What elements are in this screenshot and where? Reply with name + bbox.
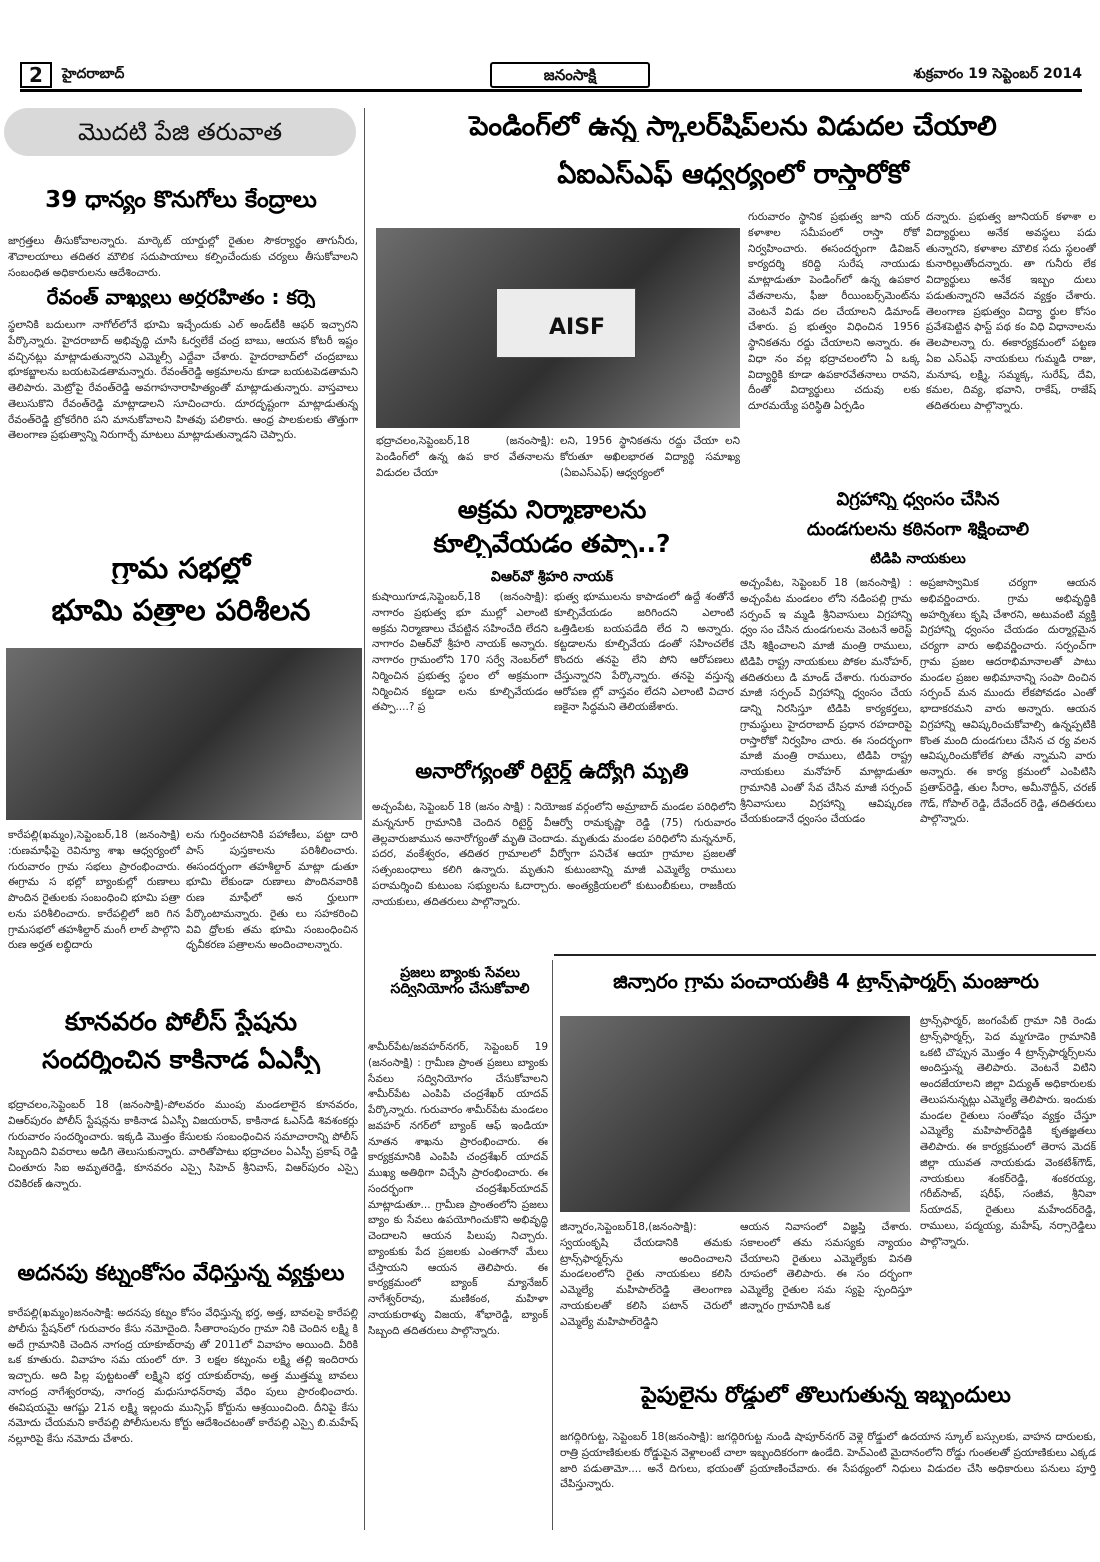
story-9-headline: ప్రజలు బ్యాంకు సేవలు సద్వినియోగం చేసుకోవాలి: [390, 966, 530, 997]
story-3-photo: [6, 648, 362, 820]
masthead-logo: [490, 62, 650, 88]
story-10-col-3: ట్రాన్స్‌ఫార్మర్, జంగంపేట్ గ్రామా నికి రెండు ట్రాన్స్‌ఫార్మర్స్, పెద మ్మగూడెం గ్రామానికి ఒకటి చొప్పున మొత్తం 4 ట్రాన్స్‌ఫార్మర్స్‌లను అందిస్తున్న తెలిపారు. వెంటనే విటిని అందజేయాలని జిల్లా విద్యుత్ అధికారులకు తెలుపనున్నట్లు ఎమ్మెల్యే తెలిపారు. ఇందుకు మండల రైతులు సంతోషం వ్యక్తం చేస్తూ ఎమ్మెల్యే మహిపాల్‌రెడ్డికి కృతజ్ఞతలు తెలిపారు. ఈ కార్యక్రమంలో తెరాస మెదక్ జిల్లా యువత నాయకుడు వెంకటేశ్‌గౌడ్, నాయకులు శంకర్‌రెడ్డి, శంకరయ్య, గరీబ్‌సాబ్, షరీఫ్, సంజీవ, శ్రీనివా స్‌యాదవ్, రైతులు మహేందర్‌రెడ్డి, రాములు, పద్మయ్య, మహేష్, నర్సారెడ్డిలు పాల్గొన్నారు.: [920, 1015, 1096, 1248]
story-3-col-2: లను గుర్తించటానికి పహాణీలు, పట్టా దారి పాస్ పుస్తకాలను పరిశీలించారు. ఈసందర్భంగా తహశీల్దార్ మాట్లా డుతూ భూమి లేకుండా రుణాలు పొందినవారికి రుణ మాఫీలో అన ర్హులుగా పేర్కొంటామన్నారు. రైతు లు సహకరించి వివి ధ్రోలకు తమ భూమి సంబంధించిన ధృవీకరణ పత్రాలను అందించాలన్నారు.: [186, 829, 358, 952]
masthead-title: జనంసాక్షి: [543, 66, 597, 84]
story-10-col-2: ఆయన నివాసంలో విజ్ఞప్తి చేశారు. సకాలంలో తమ సమస్యకు న్యాయం చేయాలని రైతులు ఎమ్మెల్యేకు వినతి రూపంలో తెలిపారు. ఈ సం దర్భంగా ఎమ్మెల్యే రైతుల సమ స్యపై స్పందిస్తూ జిన్నారం గ్రామానికి ఒక: [740, 1221, 912, 1312]
story-7-col-1: అచ్చంపేట, సెప్టెంబర్ 18 (జనంసాక్షి) : అచ్చంపేట మండలం లోని నడింపల్లి గ్రామ సర్పంచ్ ఇ మ్మడి శ్రీనివాసులు విగ్రహాన్ని ధ్వం సం చేసిన దుండగులను వెంటనే అరెస్ట్ చేసి శిక్షించాలని మాజీ మంత్రి రాములు, టిడిపి రాష్ట్ర నాయకులు పోకల మనోహర్, తదితరులు డి మాండ్ చేశారు. గురువారం మాజీ సర్పంచ్ విగ్రహాన్ని ధ్వంసం చేయ డాన్ని నిరసిస్తూ టిడిపి కార్యకర్తలు, గ్రామస్థులు హైదరాబాద్ ప్రధాన రహదారిపై రాస్తారోకో నిర్వహిం చారు. ఈ సందర్భంగా మాజీ మంత్రి రాములు, టిడిపి రాష్ట్ర నాయకులు మనోహర్ మాట్లాడుతూ గ్రామానికి ఎంతో సేవ చేసిన మాజీ సర్పంచ్ శ్రీనివాసులు విగ్రహాన్ని ఆవిష్కరణ చేయకుండానే ధ్వంసం చేయడం: [740, 577, 912, 826]
section-banner-title: మొదటి పేజి తరువాత: [77, 118, 283, 146]
story-9-body: శామీర్‌పేట/జవహర్‌నగర్, సెప్టెంబర్ 19 (జనంసాక్షి) : గ్రామీణ ప్రాంత ప్రజలు బ్యాంకు సేవలు సద్వినియోగం చేసుకోవాలని శామీర్‌పేట ఎంపిపి చంద్రశేఖర్ యాదవ్ పేర్కొన్నారు. గురువారం శామీర్‌పేట మండలం జవహర్ నగర్‌లో బ్యాంక్ ఆఫ్ ఇండియా నూతన శాఖను ప్రారంభించారు. ఈ కార్యక్రమానికి ఎంపిపి చంద్రశేఖర్ యాదవ్ ముఖ్య అతిథిగా విచ్చేసి ప్రారంభించారు. ఈ సందర్భంగా చంద్రశేఖర్‌యాదవ్ మాట్లాడుతూ... గ్రామీణ ప్రాంతంలోని ప్రజలు బ్యాం కు సేవలు ఉపయోగించుకొని అభివృద్ధి చెందాలని ఆయన పిలుపు నిచ్చారు. బ్యాంకుకు పేద ప్రజలకు ఎంతగానో మేలు చేస్తాయని ఆయన తెలిపారు. ఈ కార్యక్రమంలో బ్యాంక్ మ్యానేజర్ నాగేశ్వర్‌రావు, మణికంఠ, మహిళా నాయకురాళ్ళు విజయ, శోభారెడ్డి, బ్యాంక్ సిబ్బంది తదితరులు పాల్గొన్నారు.: [368, 1041, 548, 1337]
column-rule: [364, 108, 365, 1530]
story-3-col-1: కారేపల్లి(ఖమ్మం),సెప్టెంబర్,18 (జనంసాక్షి) :రుణమాఫీపై రెవిన్యూ శాఖ ఆధ్వర్యంలో గురువారం గ్రామ సభలు ప్రారంభించారు. ఈగ్రామ స భల్లో బ్యాంకుల్లో రుణాలు పొందిన రైతులకు సంబంధించి భూమి పత్రా లను పరిశీలించారు. కారేపల్లిలో జరి గిన గ్రామసభలో తహశీల్దార్ మంగీ లాల్ పాల్గొని రుణ అర్హత లబ్ధిదారు: [8, 829, 180, 952]
story-6-headline-2: కూల్చివేయడం తప్పా..?: [433, 530, 671, 558]
story-10-photo: [560, 1016, 910, 1212]
story-5-headline: అదనపు కట్నంకోసం వేధిస్తున్న వ్యక్తులు: [17, 1262, 345, 1286]
lead-col-3: గురువారం స్థానిక ప్రభుత్వ జూని యర్ కళాశాల సమీపంలో రాస్తా రోకో నిర్వహించారు. ఈసందర్భంగా డివిజన్ కార్యదర్శి కరిద్ది సురేష నాయుడు మాట్లాడుతూ పెండింగ్‌లో ఉన్న ఉపకార వేతనాలను, ఫీజు రీయింబర్స్‌మెంట్‌ను వెంటనే విడు దల చేయాలని డిమాండ్ చేశారు. ప్ర భుత్వం విధించిన 1956 స్థానికతను రద్దు చేయాలని అన్నారు. ఈ విధా నం వల్ల భద్రాచలంలోని ఏ ఒక్క విద్యార్థికి కూడా ఉపకారవేతనాలు రావని, దీంతో విద్యార్థులు చదువు లకు దూరమయ్యే పరిస్థితి ఏర్పడిం: [748, 211, 920, 412]
story-8-headline: అనారోగ్యంతో రిటైర్డ్ ఉద్యోగి మృతి: [415, 760, 689, 783]
page-number: 2: [20, 62, 52, 88]
story-1-headline: 39 ధాన్యం కొనుగోలు కేంద్రాలు: [45, 188, 317, 213]
story-11-body: జగద్గిరిగుట్ట, సెప్టెంబర్ 18(జనంసాక్షి): జగద్గిరిగుట్ట నుండి షాపూర్‌నగర్ వెళ్లె రోడ్డులో ఉదయాన స్కూల్ బస్సులకు, వాహన దారులకు, రాత్రి ప్రయాణికులకు రోడ్డుపైన వెళ్లాలంటే చాలా ఇబ్బందికరంగా ఉండేది. హెచ్ఎంటి మైదానంలోని రోడ్డు గుంతలతో ప్రయాణికులు ఎక్కడ జారి పడుతామో.... అనే దిగులు, భయంతో ప్రయాణించేవారు. ఈ సేపథ్యంలో నిధులు విడుదల చేసి అధికారులు పనులు పూర్తి చేపిస్తున్నారు.: [560, 1431, 1096, 1491]
story-6-col-1: కుషాయిగూడ,సెప్టెంబర్,18 (జనంసాక్షి): నాగారం ప్రభుత్వ భూ ముల్లో ఎలాంటి అక్రమ నిర్మాణాలు చేపట్టిన సహించేది లేదని నాగారం విఆర్‌వో శ్రీహరి నాయక్ అన్నారు. నాగారం గ్రామంలోని 170 సర్వే నెంబర్‌లో నిర్మించిన ప్రభుత్వ స్థలం లో అక్రమంగా నిర్మించిన కట్టడా లను కూల్చివేయడం తప్పా....? ప్ర: [372, 591, 548, 714]
lead-col-4: దన్నారు. ప్రభుత్వ జూనియర్ కళాశా ల విద్యార్థులు అనేక అవస్థలు పడు తున్నారని, కళాశాల మౌలిక సదు స్థలంతో కునారిల్లుతోందన్నారు. తా గునీరు లేక విద్యార్థులు అనేక ఇబ్బం దులు పడుతున్నారని ఆవేదన వ్యక్తం చేశారు. తెలంగాణ ప్రభుత్వం విద్యా ర్థుల కోసం ప్రవేశపెట్టిన ఫాస్ట్ పథ కం విధి విధానాలను తెలపాలన్నా రు. ఈకార్యక్రమంలో పట్టణ ఏఐ ఎస్‌ఎఫ్ నాయకులు గుమ్మడి రాజు, మనూష, లక్ష్మి, సమ్మక్క, సురేష్, దేవి, కమల, దివ్య, భవాని, రాకేష్, రాజేష్ తదితరులు పాల్గొన్నారు.: [926, 211, 1096, 412]
story-4-headline-2: సందర్శించిన కాకినాడ ఏఎస్పీ: [42, 1046, 320, 1074]
header-rule: [20, 89, 1082, 92]
section-banner: [4, 108, 356, 156]
story-6-subhead: విఆర్‌వో శ్రీహరి నాయక్: [490, 570, 614, 585]
header-date: శుక్రవారం 19 సెప్టెంబర్ 2014: [913, 66, 1082, 82]
story-6-headline-1: అక్రమ నిర్మాణాలను: [457, 496, 647, 524]
lead-col-2: లని, 1956 స్థానికతను రద్దు చేయా లని కోరుతూ అఖిలభారత విద్యార్థి సమాఖ్య (ఏఐఎస్‌ఎఫ్) ఆధ్వర్యంలో: [560, 435, 740, 479]
story-7-headline-1: విగ్రహాన్ని ధ్వంసం చేసిన: [836, 490, 1000, 510]
story-7-col-2: అప్రజాస్వామిక చర్యగా ఆయన అభివర్ణించారు. గ్రామ అభివృద్ధికి అహర్నిశలు కృషి చేశారని, అటువంటి వ్యక్తి విగ్రహాన్ని ధ్వంసం చేయడం దుర్మార్గమైన చర్యగా వారు అభివర్ణించారు. సర్పంచ్‌గా గ్రామ ప్రజల ఆదరాభిమానాలతో పాటు మండల ప్రజల అభిమానాన్ని సంపా దించిన సర్పంచ్ మన ముందు లేకపోవడం ఎంతో భాదాకరమని వారు అన్నారు. ఆయన విగ్రహాన్ని ఆవిష్కరించుకోవాల్సి ఉన్నప్పటికి కొంత మంది దుండగులు చేసిన చ ర్య వలన ఆవిష్కరించుకోలేక పోతు న్నామని వారు అన్నారు. ఈ కార్య క్రమంలో ఎంపిటిసి ప్రతాప్‌రెడ్డి, తుల సీరాం, అమీనొద్దీన్, చరణ్ గౌడ్, గోపాల్ రెడ్డి, దేవేందర్ రెడ్డి, తదితరులు పాల్గొన్నారు.: [920, 577, 1096, 826]
lead-photo: [376, 228, 740, 428]
header-city: హైదరాబాద్: [62, 66, 125, 82]
story-7-subhead: టిడిపి నాయకులు: [870, 552, 966, 567]
lead-headline-1: పెండింగ్‌లో ఉన్న స్కాలర్‌షిప్‌లను విడుదల చేయాలి: [469, 112, 997, 142]
story-7-headline-2: దుండగులను కఠినంగా శిక్షించాలి: [806, 520, 1030, 540]
story-3-headline-1: గ్రామ సభల్లో: [111, 552, 251, 585]
story-8-body: అచ్చంపేట, సెప్టెంబర్ 18 (జనం సాక్షి) : నియోజక వర్గంలోని అమ్రాబాద్ మండల పరిధిలోని మన్ననూర్ గ్రామానికి చెందిన రిటైర్డ్ వీఆర్వో రామకృష్ణా రెడ్డి (75) గురువారం తెల్లవారుజామున అనారోగ్యంతో మృతి చెందాడు. మృతుడు మండల పరిధిలోని మన్ననూర్, పదర, వంకేశ్వరం, తదితర గ్రామాలలో వీర్వోగా పనిచేశ ఆయా గ్రామాల ప్రజలతో సత్సంబంధాలు కలిగి ఉన్నారు. మృతుని కుటుంబాన్ని మాజీ ఎమ్మెల్యే రాములు పరామర్శించి కుటుంబ సభ్యులను ఓదార్చారు. అంత్యక్రియలలో కుటుంబీకులు, రాజకీయ నాయకులు, తదితరులు పాల్గొన్నారు.: [372, 801, 736, 908]
story-10-headline: జిన్నారం గ్రామ పంచాయతీకి 4 ట్రాన్స్‌ఫార్మర్స్ మంజూరు: [613, 970, 1039, 993]
story-6-col-2: భుత్వ భూములను కాపాడంలో ఉద్దే శంతోనే కూల్చివేయడం జరిగిందని ఎలాంటి ఒత్తిడిలకు బయపడేది లేద ని అన్నారు. కట్టడాలను కూల్చివేయ డంతో సహించలేక కొందరు తనపై లేని పోని ఆరోపణలు చేస్తున్నారని పేర్కొన్నారు. తనపై వస్తున్న ఆరోపణ ల్లో వాస్తవం లేదని ఎలాంటి విచార ణకైనా సిద్ధమని తెలియజేశారు.: [554, 591, 734, 714]
story-11-headline: పైపులైను రోడ్డులో తొలుగుతున్న ఇబ్బందులు: [641, 1384, 1011, 1408]
lead-photo-banner-text: AISF: [549, 315, 606, 340]
story-5-body: కారేపల్లి(ఖమ్మం)జనంసాక్షి: అదనపు కట్నం కోసం వేధిస్తున్న భర్త, అత్త, బావలపై కారేపల్లి పోలీసు స్టేషన్‌లో గురువారం కేసు నమోదైంది. సీతారాంపురం గ్రామా నికి చెందిన లక్ష్మి కి అదే గ్రామానికి చెందిన నాగంద్ర యాకూబ్‌రావు తో 2011లో వివాహం అయింది. వీరికి ఒక కూతురు. వివాహం సమ యంలో రూ. 3 లక్షల కట్నంను లక్ష్మి తల్లి ఇందిరారు ఇచ్చారు. అది పిల్ల పుట్టటంతో లక్ష్మిని భర్త యాకుబ్‌రావు, అత్త ముత్తమ్మ బావలు నాగంద్ర నాగేశ్వరరావు, నాగంద్ర మధుసూధన్‌రావు వేధిం పులు ప్రారంభించారు. ఈవిషయమై ఆగష్టు 21న లక్ష్మి ఇల్లందు మున్సిఫ్ కోర్టును ఆశ్రయించింది. దీనిపై కేసు నమోదు చేయమని కారేపల్లి పోలీసులను కోర్టు ఆదేశించటంతో కారేపల్లి ఎస్సై బి.మహేష్ నల్లూరిపై కేసు నమోదు చేశారు.: [8, 1307, 358, 1445]
story-3-headline-2: భూమి పత్రాల పరిశీలన: [51, 594, 311, 627]
story-4-body: భద్రాచలం,సెప్టెంబర్ 18 (జనంసాక్షి)-పోలవరం ముంపు మండలాలైన కూనవరం, విఆర్‌పురం పోలీస్ స్టేషన్లను కాకినాడ ఏఎస్పీ విజయరావ్, కాకినాడ ఓఎస్‌డి శివశంకర్లు గురువారం సందర్శించారు. ఇక్కడి మొత్తం కేసులకు సంబంధించిన సమాచారాన్ని పోలీస్ సిబ్బందిని వివరాలు అడిగి తెలుసుకున్నారు. వారితోపాటు భద్రాచలం ఏఎస్పీ ప్రకాష్ రెడ్డి చింతూరు సిఐ అమృతరెడ్డి, కూనవరం ఎస్సై సిహెచ్ శ్రీనివాస్, విఆర్‌పురం ఎస్సై రవికిరణ్ ఉన్నారు.: [8, 1099, 358, 1190]
section-divider: [554, 954, 1096, 956]
lead-photo-banner: [496, 288, 636, 358]
story-1-body: జాగ్రత్తలు తీసుకోవాలన్నారు. మార్కెట్ యార్డుల్లో రైతుల సౌకర్యార్థం తాగునీరు, శౌచాలయాలు తదితర మౌలిక సదుపాయాలు కల్పించేందుకు చర్యలు తీసుకోవాలని సంబంధిత అధికారులను ఆదేశించారు.: [8, 235, 358, 279]
story-10-col-1: జిన్నారం,సెప్టెంబర్18,(జనంసాక్షి): స్వయంకృషి చేయడానికి తమకు ట్రాన్స్‌ఫార్మర్స్‌ను అందించాలని మండలంలోని రైతు నాయకులు కలిసి ఎమ్మెల్యే మహిపాల్‌రెడ్డి తెలంగాణ నాయకులతో కలిసి పటాన్ చెరులో ఎమ్మెల్యే మహిపాల్‌రెడ్డిని: [560, 1221, 732, 1328]
lead-col-1: భద్రాచలం,సెప్టెంబర్,18 (జనంసాక్షి): పెండింగ్‌లో ఉన్న ఉప కార వేతనాలను విడుదల చేయా: [376, 435, 554, 479]
story-4-headline-1: కూనవరం పోలీస్ స్టేషను: [64, 1008, 298, 1036]
page-header: [20, 62, 1082, 92]
column-rule: [552, 960, 553, 1530]
story-2-headline: రేవంత్ వాఖ్యలు అర్ధరహితం : కర్నె: [46, 286, 316, 309]
lead-headline-2: ఏఐఎస్‌ఎఫ్ ఆధ్వర్యంలో రాస్తారోకో: [557, 160, 909, 190]
story-2-body: స్థలానికి బదులుగా నాగోల్‌లోనే భూమి ఇచ్చేందుకు ఎల్ అండ్‌టీకి ఆఫర్ ఇచ్చారని పేర్కొన్నారు. హైదరాబాద్ అభివృద్ధి చూసి ఓర్వలేకే చంద్ర బాబు, ఆయన కోటరీ ఇష్టం వచ్చినట్లు మాట్లాడుతున్నారని ఎమ్మెల్సీ ఎద్దేవా చేశారు. హైదరాబాద్‌లో చంద్రబాబు భూకబ్జాలను బయటపెడతామన్నారు. రేవంత్‌రెడ్డి అక్రమాలను కూడా బయటపెడతామని తెలిపారు. మెట్రోపై రేవంత్‌రెడ్డి అవగాహనారాహిత్యంతో మాట్లాడుతున్నారు. వాస్తవాలు తెలుసుకొని రేవంత్‌రెడ్డి మాట్లాడాలని సూచించారు. దూరదృష్టంగా మాట్లాడుతున్న రేవంత్‌రెడ్డి బ్రోకరేగిరి పని మానుకోవాలని హితవు పలికారు. ఆంధ్ర పాలకులకు తొత్తుగా తెలంగాణ ప్రభుత్వాన్ని నిరుగార్చే మాటలు మాట్లాడుతున్నాడని చెప్పారు.: [8, 319, 358, 442]
